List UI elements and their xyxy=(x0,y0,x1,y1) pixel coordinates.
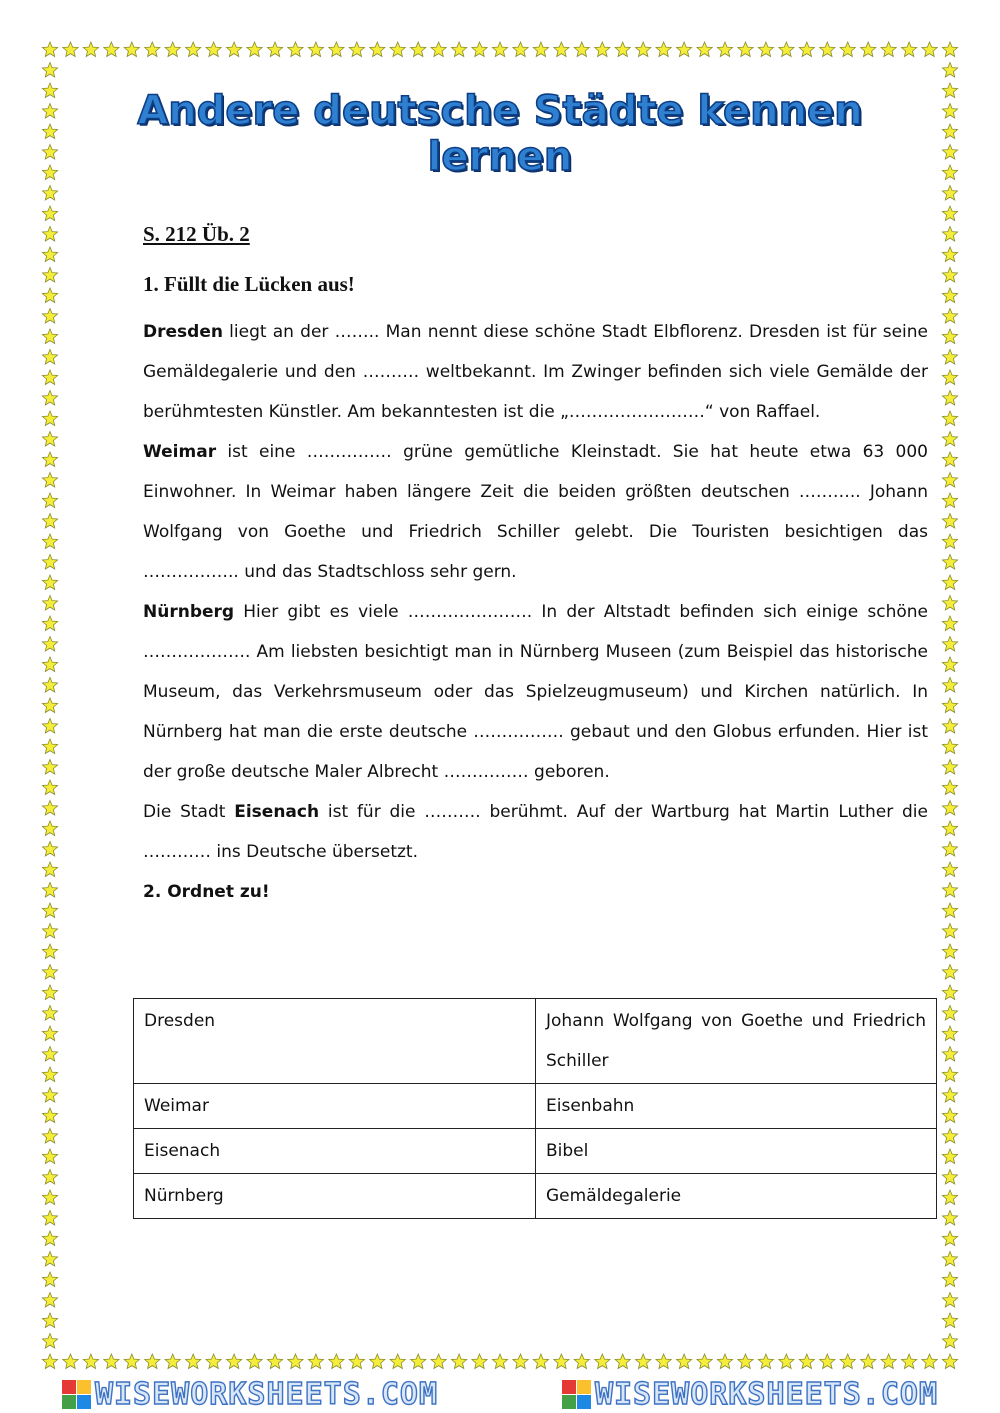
star-icon xyxy=(942,924,957,939)
star-icon xyxy=(42,309,57,324)
star-icon xyxy=(452,1354,467,1369)
star-icon xyxy=(513,1354,528,1369)
star-icon xyxy=(942,657,957,672)
star-icon xyxy=(42,83,57,98)
star-icon xyxy=(42,596,57,611)
star-icon xyxy=(42,555,57,570)
star-icon xyxy=(820,1354,835,1369)
star-icon xyxy=(42,760,57,775)
star-icon xyxy=(42,473,57,488)
star-icon xyxy=(42,1088,57,1103)
star-icon xyxy=(513,42,528,57)
star-icon xyxy=(165,42,180,57)
star-icon xyxy=(390,1354,405,1369)
star-icon xyxy=(799,1354,814,1369)
star-icon xyxy=(779,1354,794,1369)
star-icon xyxy=(942,1129,957,1144)
star-icon xyxy=(902,1354,917,1369)
table-row xyxy=(134,999,937,1084)
star-icon xyxy=(942,965,957,980)
star-icon xyxy=(942,473,957,488)
star-icon xyxy=(779,42,794,57)
star-icon xyxy=(942,1170,957,1185)
star-icon xyxy=(186,42,201,57)
star-icon xyxy=(42,268,57,283)
star-icon xyxy=(472,42,487,57)
city-name: Nürnberg xyxy=(143,602,235,622)
star-icon xyxy=(942,883,957,898)
star-icon xyxy=(636,1354,651,1369)
star-icon xyxy=(942,329,957,344)
star-icon xyxy=(942,1088,957,1103)
star-icon xyxy=(42,1006,57,1021)
star-icon xyxy=(942,1149,957,1164)
star-icon xyxy=(942,719,957,734)
paragraph-text: Hier gibt es viele …………………. In der Altstadt befinden sich einige schöne ………………. Am liebsten besichtigt man in Nürnberg Museen (zum Beispiel das historische Museum, das Verkehrsmuseum oder das Spielzeugmuseum) und Kirchen natürlich. In Nürnberg hat man die erste deutsche ……………. gebaut und den Globus erfunden. Hier ist der große deutsche Maler Albrecht …………… geboren. xyxy=(143,602,928,782)
star-icon xyxy=(42,1047,57,1062)
star-icon xyxy=(697,1354,712,1369)
star-icon xyxy=(431,1354,446,1369)
star-icon xyxy=(942,821,957,836)
star-icon xyxy=(370,42,385,57)
star-icon xyxy=(942,1313,957,1328)
paragraph-text: liegt an der …….. Man nennt diese schöne Stadt Elbflorenz. Dresden ist für seine Gemäldegalerie und den ………. weltbekannt. Im Zwinger befinden sich viele Gemälde der berühmtesten Künstler. Am bekanntesten ist die „……………………“ von Raffael. xyxy=(143,322,928,422)
star-icon xyxy=(411,1354,426,1369)
star-icon xyxy=(942,411,957,426)
star-icon xyxy=(42,1272,57,1287)
star-icon xyxy=(942,1047,957,1062)
star-icon xyxy=(247,1354,262,1369)
star-icon xyxy=(42,350,57,365)
star-icon xyxy=(942,63,957,78)
star-icon xyxy=(42,247,57,262)
star-icon xyxy=(42,1108,57,1123)
star-icon xyxy=(697,42,712,57)
star-icon xyxy=(942,1231,957,1246)
star-icon xyxy=(42,1026,57,1041)
star-icon xyxy=(267,42,282,57)
star-icon xyxy=(595,42,610,57)
star-icon xyxy=(554,1354,569,1369)
star-icon xyxy=(922,1354,937,1369)
paragraph-text: ist für die ………. berühmt. Auf der Wartburg hat Martin Luther die ………… ins Deutsche übersetzt. xyxy=(143,802,928,862)
star-icon xyxy=(165,1354,180,1369)
star-icon xyxy=(124,42,139,57)
star-icon xyxy=(42,1252,57,1267)
star-icon xyxy=(42,165,57,180)
star-icon xyxy=(42,1354,57,1369)
star-icon xyxy=(42,780,57,795)
table-cell-match: Bibel xyxy=(536,1129,937,1174)
task-1-heading: 1. Füllt die Lücken aus! xyxy=(143,272,355,296)
star-icon xyxy=(42,1149,57,1164)
paragraph-text: ist eine …………… grüne gemütliche Kleinstadt. Sie hat heute etwa 63 000 Einwohner. In Weimar haben längere Zeit die beiden größten deutschen ……….. Johann Wolfgang von Goethe und Friedrich Schiller gelebt. Die Touristen besichtigen das …………….. und das Stadtschloss sehr gern. xyxy=(143,442,928,582)
star-icon xyxy=(42,227,57,242)
table-cell-city: Nürnberg xyxy=(134,1174,536,1219)
star-icon xyxy=(615,42,630,57)
star-icon xyxy=(942,42,957,57)
star-icon xyxy=(42,985,57,1000)
star-icon xyxy=(42,1334,57,1349)
star-icon xyxy=(942,760,957,775)
paragraph-nuernberg xyxy=(143,592,928,792)
watermark-logo xyxy=(62,1377,438,1412)
star-icon xyxy=(942,1252,957,1267)
city-name: Dresden xyxy=(143,322,223,342)
star-icon xyxy=(42,637,57,652)
star-icon xyxy=(942,514,957,529)
star-icon xyxy=(942,903,957,918)
watermark-text: WISEWORKSHEETS.COM xyxy=(94,1376,439,1412)
star-icon xyxy=(42,534,57,549)
star-icon xyxy=(42,698,57,713)
star-icon xyxy=(574,42,589,57)
star-icon xyxy=(83,1354,98,1369)
star-icon xyxy=(42,104,57,119)
star-icon xyxy=(758,1354,773,1369)
star-icon xyxy=(42,575,57,590)
paragraph-dresden xyxy=(143,312,928,432)
star-icon xyxy=(902,42,917,57)
star-icon xyxy=(942,575,957,590)
star-icon xyxy=(656,42,671,57)
star-icon xyxy=(615,1354,630,1369)
star-icon xyxy=(533,1354,548,1369)
star-icon xyxy=(42,719,57,734)
star-icon xyxy=(42,370,57,385)
star-icon xyxy=(42,862,57,877)
star-icon xyxy=(124,1354,139,1369)
table-row xyxy=(134,1174,937,1219)
paragraph-weimar xyxy=(143,432,928,592)
star-icon xyxy=(942,1067,957,1082)
star-icon xyxy=(942,944,957,959)
star-icon xyxy=(758,42,773,57)
star-icon xyxy=(42,883,57,898)
star-icon xyxy=(42,206,57,221)
table-row xyxy=(134,1129,937,1174)
star-icon xyxy=(390,42,405,57)
star-icon xyxy=(554,42,569,57)
star-icon xyxy=(942,1006,957,1021)
star-icon xyxy=(63,42,78,57)
star-icon xyxy=(186,1354,201,1369)
star-icon xyxy=(942,206,957,221)
star-icon xyxy=(42,842,57,857)
page-title: Andere deutsche Städte kennen lernen xyxy=(137,88,863,180)
star-icon xyxy=(942,637,957,652)
star-icon xyxy=(942,1108,957,1123)
star-icon xyxy=(942,370,957,385)
star-icon xyxy=(42,657,57,672)
star-icon xyxy=(595,1354,610,1369)
star-icon xyxy=(942,534,957,549)
star-icon xyxy=(942,227,957,242)
star-icon xyxy=(942,452,957,467)
star-icon xyxy=(329,1354,344,1369)
star-icon xyxy=(942,1293,957,1308)
star-icon xyxy=(104,1354,119,1369)
star-icon xyxy=(42,288,57,303)
star-icon xyxy=(656,1354,671,1369)
star-icon xyxy=(574,1354,589,1369)
star-icon xyxy=(206,42,221,57)
star-icon xyxy=(42,411,57,426)
city-name: Eisenach xyxy=(234,802,320,822)
star-icon xyxy=(942,985,957,1000)
star-icon xyxy=(533,42,548,57)
star-icon xyxy=(861,42,876,57)
star-icon xyxy=(942,288,957,303)
star-icon xyxy=(942,678,957,693)
paragraph-prefix: Die Stadt xyxy=(143,802,235,822)
star-icon xyxy=(329,42,344,57)
star-icon xyxy=(42,1067,57,1082)
star-icon xyxy=(42,821,57,836)
star-icon xyxy=(42,1170,57,1185)
star-icon xyxy=(104,42,119,57)
star-icon xyxy=(452,42,467,57)
star-icon xyxy=(942,247,957,262)
star-icon xyxy=(942,350,957,365)
star-icon xyxy=(42,1129,57,1144)
star-icon xyxy=(42,432,57,447)
star-icon xyxy=(942,493,957,508)
star-icon xyxy=(922,42,937,57)
star-icon xyxy=(42,493,57,508)
star-icon xyxy=(942,186,957,201)
star-icon xyxy=(942,1190,957,1205)
star-icon xyxy=(942,555,957,570)
star-icon xyxy=(42,1231,57,1246)
table-cell-match: Eisenbahn xyxy=(536,1084,937,1129)
watermark-logo xyxy=(562,1377,938,1412)
watermark-text: WISEWORKSHEETS.COM xyxy=(594,1376,939,1412)
star-icon xyxy=(942,124,957,139)
star-icon xyxy=(288,1354,303,1369)
star-icon xyxy=(370,1354,385,1369)
star-icon xyxy=(472,1354,487,1369)
star-icon xyxy=(227,1354,242,1369)
star-icon xyxy=(942,862,957,877)
star-icon xyxy=(881,1354,896,1369)
table-cell-city: Eisenach xyxy=(134,1129,536,1174)
table-cell-city: Dresden xyxy=(134,999,536,1084)
star-icon xyxy=(247,42,262,57)
star-icon xyxy=(677,1354,692,1369)
star-icon xyxy=(840,1354,855,1369)
star-icon xyxy=(942,596,957,611)
star-icon xyxy=(717,42,732,57)
star-icon xyxy=(42,452,57,467)
star-icon xyxy=(83,42,98,57)
star-icon xyxy=(42,514,57,529)
star-icon xyxy=(738,1354,753,1369)
star-icon xyxy=(677,42,692,57)
star-icon xyxy=(942,1272,957,1287)
star-icon xyxy=(636,42,651,57)
table-row xyxy=(134,1084,937,1129)
star-icon xyxy=(942,780,957,795)
star-icon xyxy=(799,42,814,57)
star-icon xyxy=(42,329,57,344)
star-icon xyxy=(308,42,323,57)
star-icon xyxy=(349,1354,364,1369)
star-icon xyxy=(820,42,835,57)
matching-table xyxy=(133,998,937,1219)
star-icon xyxy=(840,42,855,57)
star-icon xyxy=(42,903,57,918)
star-icon xyxy=(942,432,957,447)
star-icon xyxy=(717,1354,732,1369)
star-icon xyxy=(942,1026,957,1041)
star-icon xyxy=(42,145,57,160)
star-icon xyxy=(42,678,57,693)
star-icon xyxy=(942,1211,957,1226)
star-icon xyxy=(942,801,957,816)
logo-squares-icon xyxy=(562,1380,591,1409)
star-icon xyxy=(942,145,957,160)
star-icon xyxy=(42,944,57,959)
star-icon xyxy=(42,616,57,631)
star-icon xyxy=(42,1293,57,1308)
star-icon xyxy=(942,616,957,631)
star-icon xyxy=(942,698,957,713)
star-icon xyxy=(42,63,57,78)
star-icon xyxy=(492,42,507,57)
star-icon xyxy=(288,42,303,57)
task-2-heading: 2. Ordnet zu! xyxy=(143,882,270,902)
star-icon xyxy=(738,42,753,57)
star-icon xyxy=(942,1334,957,1349)
star-icon xyxy=(42,801,57,816)
table-cell-match: Johann Wolfgang von Goethe und Friedrich Schiller xyxy=(536,999,937,1084)
star-icon xyxy=(42,1313,57,1328)
star-icon xyxy=(42,124,57,139)
star-icon xyxy=(411,42,426,57)
star-icon xyxy=(942,391,957,406)
star-icon xyxy=(42,391,57,406)
star-icon xyxy=(42,42,57,57)
logo-squares-icon xyxy=(62,1380,91,1409)
table-cell-match: Gemäldegalerie xyxy=(536,1174,937,1219)
star-icon xyxy=(42,739,57,754)
star-icon xyxy=(145,1354,160,1369)
star-icon xyxy=(145,42,160,57)
star-icon xyxy=(942,83,957,98)
star-icon xyxy=(431,42,446,57)
section-reference: S. 212 Üb. 2 xyxy=(143,222,250,246)
star-icon xyxy=(63,1354,78,1369)
star-icon xyxy=(227,42,242,57)
star-icon xyxy=(42,924,57,939)
table-cell-city: Weimar xyxy=(134,1084,536,1129)
star-icon xyxy=(206,1354,221,1369)
star-icon xyxy=(942,739,957,754)
star-icon xyxy=(267,1354,282,1369)
star-icon xyxy=(942,268,957,283)
star-icon xyxy=(942,165,957,180)
star-icon xyxy=(308,1354,323,1369)
star-icon xyxy=(42,965,57,980)
star-icon xyxy=(349,42,364,57)
star-icon xyxy=(42,1190,57,1205)
star-icon xyxy=(942,104,957,119)
star-icon xyxy=(42,1211,57,1226)
paragraph-eisenach xyxy=(143,792,928,872)
city-name: Weimar xyxy=(143,442,217,462)
star-icon xyxy=(942,842,957,857)
star-icon xyxy=(492,1354,507,1369)
star-icon xyxy=(861,1354,876,1369)
watermark-footer xyxy=(0,1375,1000,1413)
star-icon xyxy=(881,42,896,57)
star-icon xyxy=(942,1354,957,1369)
star-icon xyxy=(42,186,57,201)
worksheet-content xyxy=(143,222,928,912)
star-icon xyxy=(942,309,957,324)
